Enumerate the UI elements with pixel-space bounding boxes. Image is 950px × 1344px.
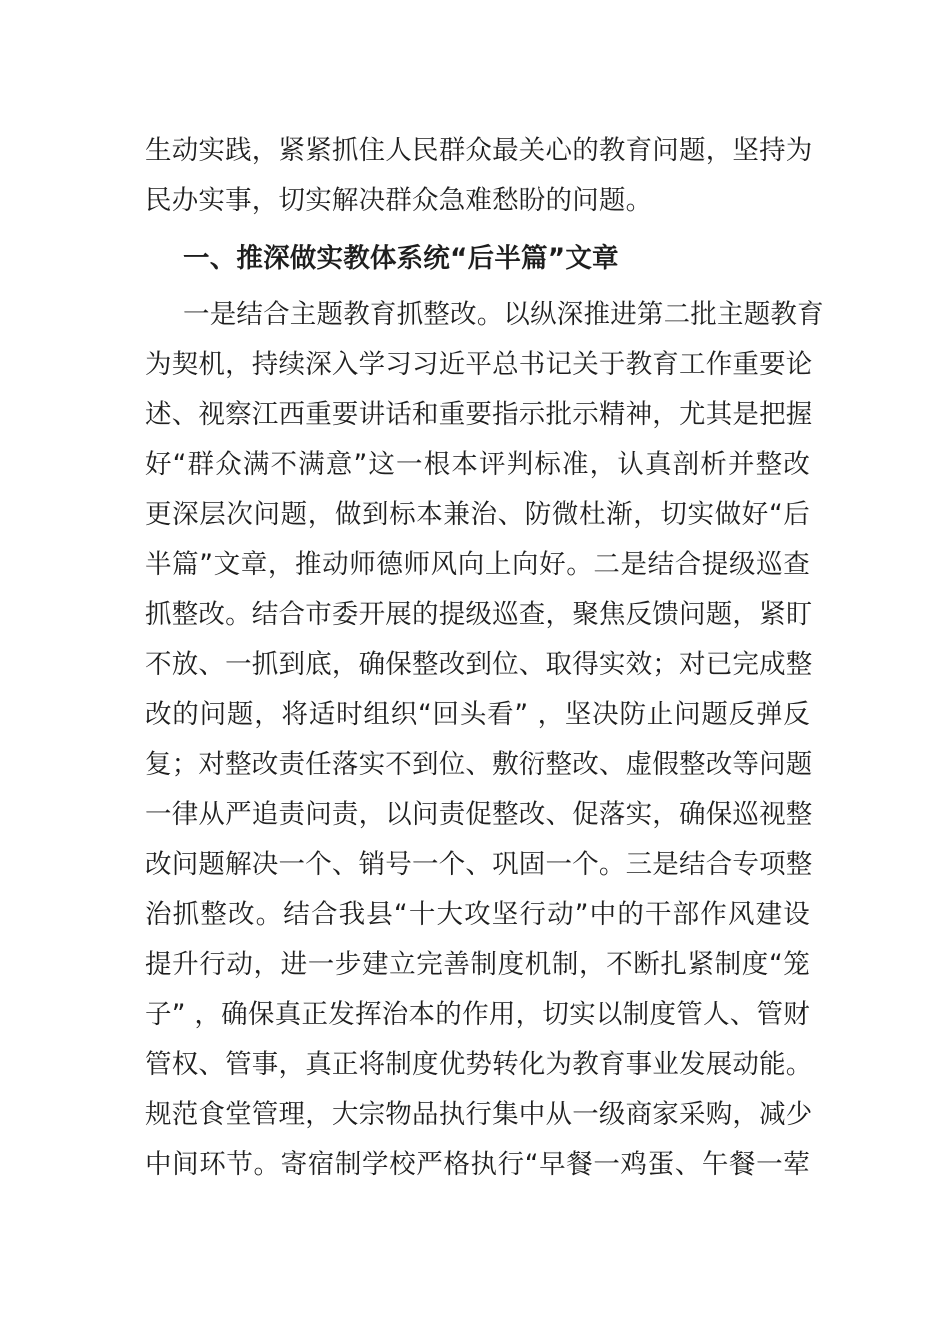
section-heading-text: 一、推深做实教体系统“后半篇”文章 xyxy=(183,243,619,274)
intro-line: 生动实践，紧紧抓住人民群众最关心的教育问题，坚持为 xyxy=(145,135,813,166)
body-line: 为契机，持续深入学习习近平总书记关于教育工作重要论 xyxy=(145,349,813,380)
body-line: 复；对整改责任落实不到位、敷衍整改、虚假整改等问题 xyxy=(145,749,813,780)
body-line: 好“群众满不满意”这一根本评判标准，认真剖析并整改 xyxy=(145,449,810,480)
body-line: 中间环节。寄宿制学校严格执行“早餐一鸡蛋、午餐一荤 xyxy=(145,1149,810,1180)
body-line: 改问题解决一个、销号一个、巩固一个。三是结合专项整 xyxy=(145,849,813,880)
body-line: 改的问题，将适时组织“回头看” ，坚决防止问题反弹反 xyxy=(145,699,810,730)
intro-paragraph xyxy=(145,126,813,226)
body-line: 不放、一抓到底，确保整改到位、取得实效；对已完成整 xyxy=(145,649,813,680)
body-line: 半篇”文章，推动师德师风向上向好。二是结合提级巡查 xyxy=(145,549,810,580)
body-line: 治抓整改。结合我县“十大攻坚行动”中的干部作风建设 xyxy=(145,899,810,930)
body-line: 一是结合主题教育抓整改。以纵深推进第二批主题教育 xyxy=(183,299,824,330)
section-heading xyxy=(145,234,810,284)
intro-line: 民办实事，切实解决群众急难愁盼的问题。 xyxy=(145,185,653,216)
body-line: 提升行动，进一步建立完善制度机制，不断扎紧制度“笼 xyxy=(145,949,810,980)
body-line: 述、视察江西重要讲话和重要指示批示精神，尤其是把握 xyxy=(145,399,813,430)
body-paragraph xyxy=(145,290,824,1190)
body-line: 规范食堂管理，大宗物品执行集中从一级商家采购，减少 xyxy=(145,1099,813,1130)
body-line: 子” ，确保真正发挥治本的作用，切实以制度管人、管财 xyxy=(145,999,810,1030)
body-line: 一律从严追责问责，以问责促整改、促落实，确保巡视整 xyxy=(145,799,813,830)
body-line: 更深层次问题，做到标本兼治、防微杜渐，切实做好“后 xyxy=(145,499,810,530)
body-line: 管权、管事，真正将制度优势转化为教育事业发展动能。 xyxy=(145,1049,813,1080)
body-line: 抓整改。结合市委开展的提级巡查，聚焦反馈问题，紧盯 xyxy=(145,599,813,630)
